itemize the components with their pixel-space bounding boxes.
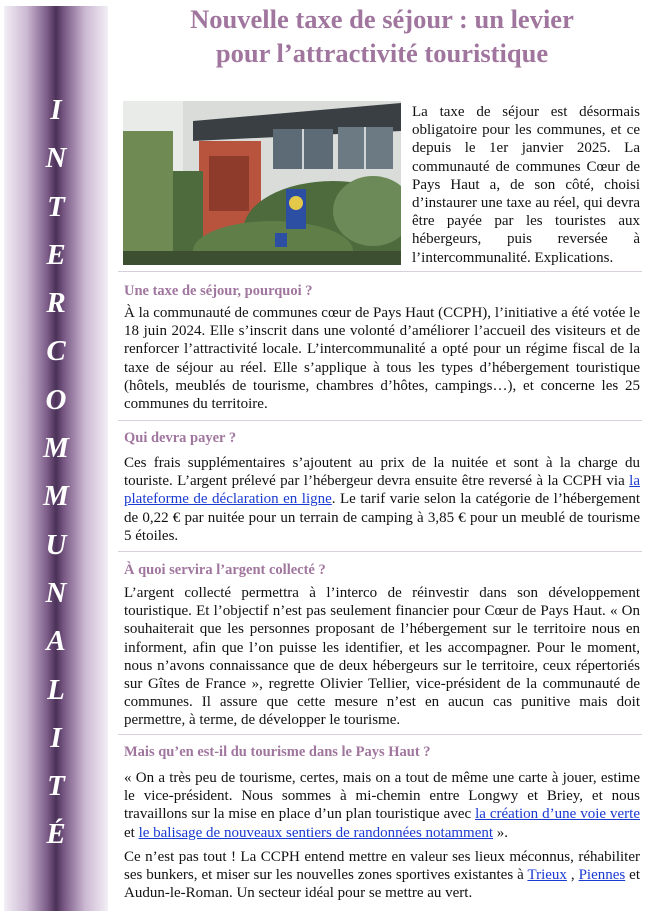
- intro-paragraph: La taxe de séjour est désormais obligatoire pour les communes, et ce depuis le 1er janvier 2025. La communauté de communes Cœur de Pays Haut a, de son côté, choisi d’instaurer une taxe au réel, qui devra être payée par les touristes aux hébergeurs, puis reversée à l’intercommunalité. Explications.: [412, 104, 640, 266]
- text-run: « On a très peu de tourisme, certes, mais on a tout de même une carte à jouer, estime le vice-président. Nous sommes à mi-chemin entre Longwy et Briey, et nous travaillons sur la mise en place d’un plan touristique avec: [124, 770, 640, 823]
- sidebar-letter: N: [45, 142, 67, 175]
- sidebar-letter: I: [50, 721, 62, 754]
- sidebar-letter: U: [45, 528, 67, 561]
- section-paragraph-tourism-plan: [124, 848, 640, 903]
- section-paragraph-why: À la communauté de communes cœur de Pays Haut (CCPH), l’initiative a été votée le 18 juin 2024. Elle s’inscrit dans une volonté d’améliorer l’accueil des visiteurs et de renforcer l’attractivité locale. L’intercommunalité a opté pour un régime fiscal de la taxe de séjour au réel. Elle s’applique à tous les types d’hébergement touristique (hôtels, meublés de tourisme, chambres d’hôtes, campings…), et concerne les 25 communes du territoire.: [124, 305, 640, 413]
- hiking-trails-link[interactable]: le balisage de nouveaux sentiers de randonnées notamment: [138, 824, 494, 841]
- trieux-link[interactable]: Trieux: [527, 867, 567, 884]
- sidebar-letter: T: [47, 190, 65, 223]
- text-run: ,: [566, 867, 579, 884]
- sidebar-letter: C: [46, 335, 66, 368]
- title-line-2: pour l’attractivité touristique: [215, 38, 549, 68]
- piennes-link[interactable]: Piennes: [578, 867, 626, 884]
- sidebar-letter: N: [45, 576, 67, 609]
- sidebar-letter: T: [47, 770, 65, 803]
- declaration-platform-link[interactable]: la plateforme de déclaration en ligne: [124, 473, 640, 508]
- sidebar-letter: M: [43, 432, 69, 465]
- section-heading-why: Une taxe de séjour, pourquoi ?: [124, 283, 313, 299]
- text-run: ».: [493, 824, 509, 841]
- section-divider: [118, 734, 642, 735]
- section-divider: [118, 551, 642, 552]
- sidebar-letter: L: [47, 673, 65, 706]
- section-heading-who-pays: Qui devra payer ?: [124, 430, 237, 446]
- text-run: . Le tarif varie selon la catégorie de l’hébergement de 0,22 € par nuitée pour un terrain de camping à 3,85 € pour un meublé de tourisme 5 étoiles.: [124, 491, 641, 544]
- article-photo: [123, 101, 401, 265]
- sidebar-letter: E: [46, 238, 66, 271]
- section-paragraph-who-pays: [124, 454, 640, 545]
- sidebar-vertical-text: [4, 86, 108, 859]
- building-photo-image: [123, 101, 401, 265]
- section-divider: [118, 420, 642, 421]
- sidebar-letter: I: [50, 94, 62, 126]
- sidebar-letter: É: [46, 818, 66, 851]
- sidebar-letter: R: [46, 287, 66, 320]
- section-paragraph-tourism-quote: [124, 769, 640, 842]
- text-run: Ces frais supplémentaires s’ajoutent au prix de la nuitée et sont à la charge du touriste. L’argent prélevé par l’hébergeur devra ensuite être reversé à la CCPH via: [124, 455, 640, 490]
- text-run: Ce n’est pas tout ! La CCPH entend mettre en valeur ses lieux méconnus, réhabiliter ses bunkers, et miser sur les nouvelles zones sportives existantes à: [124, 849, 640, 884]
- section-heading-tourism: Mais qu’en est-il du tourisme dans le Pays Haut ?: [124, 744, 431, 760]
- text-run: et Audun-le-Roman. Un secteur idéal pour se mettre au vert.: [124, 867, 641, 902]
- section-paragraph-use-of-funds: L’argent collecté permettra à l’interco de réinvestir dans son développement touristique. Et l’objectif n’est pas seulement financier pour Cœur de Pays Haut. « On souhaiterait que les personnes proposant de l’hébergement sur le territoire nous en informent, afin que l’on puisse les identifier, et les accompagner. Pour le moment, nous n’avons connaissance que de deux hébergeurs sur le territoire, ceux répertoriés sur Gîtes de France », regrette Olivier Tellier, vice-président de la communauté de communes. Il assure que cette mesure n’est en aucun cas punitive mais doit permettre, à terme, de développer le tourisme.: [124, 585, 640, 729]
- sidebar-letter: O: [45, 383, 67, 416]
- section-heading-use-of-funds: À quoi servira l’argent collecté ?: [124, 562, 326, 578]
- article-title: [124, 2, 640, 70]
- voie-verte-link[interactable]: la création d’une voie verte: [475, 806, 640, 823]
- intercommunalite-sidebar: [4, 6, 108, 911]
- section-divider: [118, 271, 642, 272]
- sidebar-letter: A: [46, 625, 66, 658]
- text-run: et: [124, 824, 139, 841]
- sidebar-letter: M: [43, 480, 69, 513]
- title-line-1: Nouvelle taxe de séjour : un levier: [190, 4, 574, 34]
